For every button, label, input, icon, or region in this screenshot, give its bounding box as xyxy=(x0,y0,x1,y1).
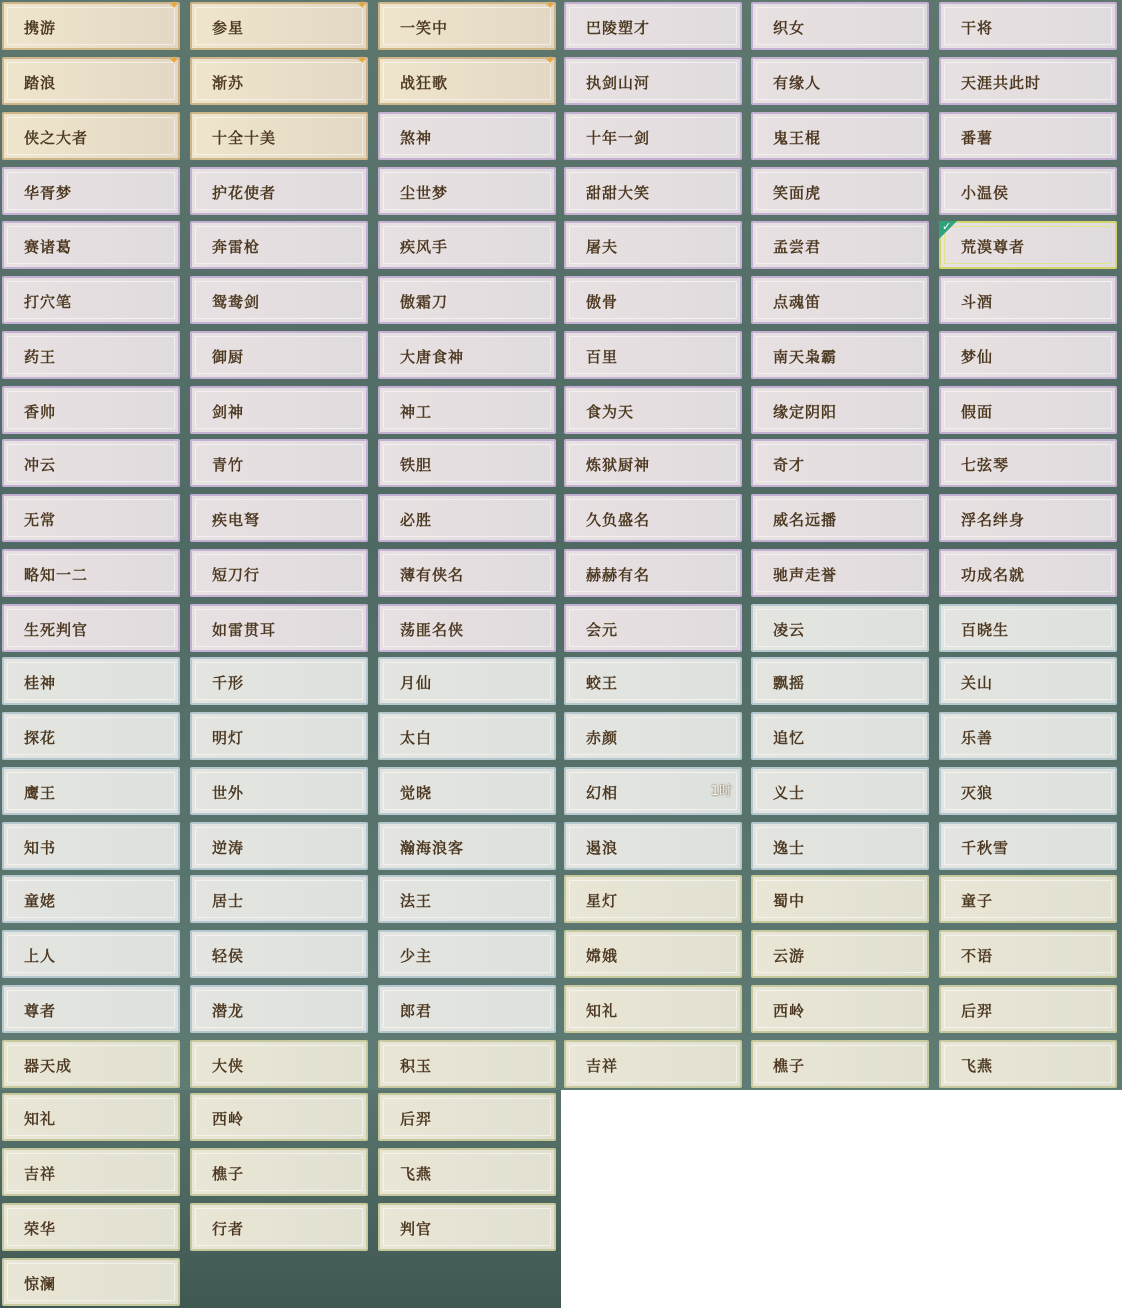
title-label: 尊者 xyxy=(24,1002,57,1020)
title-label: 傲骨 xyxy=(586,293,619,311)
title-label: 飞燕 xyxy=(400,1165,433,1183)
check-mark-icon: ✓ xyxy=(942,220,952,233)
title-tile[interactable] xyxy=(378,167,556,215)
title-tile[interactable] xyxy=(939,167,1117,215)
title-tile[interactable] xyxy=(939,549,1117,597)
title-tile[interactable] xyxy=(2,1203,180,1251)
title-tile[interactable] xyxy=(2,1040,180,1088)
title-label: 明灯 xyxy=(212,729,245,747)
title-tile[interactable] xyxy=(751,657,929,705)
title-label: 御厨 xyxy=(212,348,245,366)
title-tile[interactable] xyxy=(378,985,556,1033)
title-tile[interactable] xyxy=(190,439,368,487)
title-label: 干将 xyxy=(961,19,994,37)
title-label: 赫赫有名 xyxy=(586,566,651,584)
title-tile[interactable] xyxy=(939,822,1117,870)
title-label: 织女 xyxy=(773,19,806,37)
title-label: 觉晓 xyxy=(400,784,433,802)
title-tile[interactable] xyxy=(564,2,742,50)
title-tile[interactable] xyxy=(564,331,742,379)
title-label: 居士 xyxy=(212,892,245,910)
title-tile[interactable] xyxy=(751,331,929,379)
title-tile[interactable] xyxy=(378,112,556,160)
title-tile[interactable] xyxy=(564,439,742,487)
title-tile[interactable] xyxy=(751,276,929,324)
title-label: 威名远播 xyxy=(773,511,838,529)
title-tile[interactable] xyxy=(2,276,180,324)
title-tile[interactable] xyxy=(939,875,1117,923)
title-label: 药王 xyxy=(24,348,57,366)
title-label: 童子 xyxy=(961,892,994,910)
title-label: 十全十美 xyxy=(212,129,277,147)
title-label: 驰声走誉 xyxy=(773,566,838,584)
title-label: 浮名绊身 xyxy=(961,511,1026,529)
title-label: 侠之大者 xyxy=(24,129,89,147)
title-label: 踏浪 xyxy=(24,74,57,92)
title-label: 积玉 xyxy=(400,1057,433,1075)
title-label: 生死判官 xyxy=(24,621,89,639)
title-label: 知书 xyxy=(24,839,57,857)
title-label: 战狂歌 xyxy=(400,74,449,92)
title-tile[interactable] xyxy=(2,657,180,705)
title-label: 甜甜大笑 xyxy=(586,184,651,202)
title-label: 太白 xyxy=(400,729,433,747)
title-tile[interactable] xyxy=(190,494,368,542)
title-tile[interactable] xyxy=(190,1203,368,1251)
title-label: 惊澜 xyxy=(24,1275,57,1293)
title-tile[interactable] xyxy=(190,386,368,434)
title-tile[interactable] xyxy=(564,167,742,215)
title-label: 渐苏 xyxy=(212,74,245,92)
title-tile[interactable] xyxy=(378,386,556,434)
title-tile[interactable] xyxy=(378,1093,556,1141)
title-tile[interactable] xyxy=(751,112,929,160)
title-tile[interactable] xyxy=(751,386,929,434)
title-tile[interactable] xyxy=(2,439,180,487)
title-tile[interactable] xyxy=(751,875,929,923)
title-label: 大唐食神 xyxy=(400,348,465,366)
title-label: 南天枭霸 xyxy=(773,348,838,366)
new-sparkle-icon: ✦ xyxy=(356,0,368,12)
title-label: 神工 xyxy=(400,403,433,421)
title-label: 凌云 xyxy=(773,621,806,639)
title-tile[interactable] xyxy=(2,822,180,870)
title-label: 后羿 xyxy=(961,1002,994,1020)
title-label: 蜀中 xyxy=(773,892,806,910)
title-label: 器天成 xyxy=(24,1057,73,1075)
title-label: 蛟王 xyxy=(586,674,619,692)
title-tile[interactable] xyxy=(939,276,1117,324)
title-label: 点魂笛 xyxy=(773,293,822,311)
title-tile[interactable] xyxy=(378,657,556,705)
title-label: 飘摇 xyxy=(773,674,806,692)
title-label: 会元 xyxy=(586,621,619,639)
title-label: 假面 xyxy=(961,403,994,421)
title-tile[interactable] xyxy=(378,604,556,652)
title-label: 一笑中 xyxy=(400,19,449,37)
title-tile[interactable] xyxy=(190,167,368,215)
title-tile[interactable] xyxy=(751,604,929,652)
title-label: 灭狼 xyxy=(961,784,994,802)
title-label: 疾电弩 xyxy=(212,511,261,529)
title-tile[interactable] xyxy=(751,439,929,487)
title-label: 世外 xyxy=(212,784,245,802)
title-tile[interactable] xyxy=(378,439,556,487)
title-tile[interactable] xyxy=(939,112,1117,160)
title-tile[interactable] xyxy=(751,767,929,815)
title-tile[interactable] xyxy=(751,1040,929,1088)
title-tile[interactable] xyxy=(378,822,556,870)
title-tile[interactable] xyxy=(2,604,180,652)
title-tile[interactable] xyxy=(190,822,368,870)
title-label: 孟尝君 xyxy=(773,238,822,256)
title-label: 屠夫 xyxy=(586,238,619,256)
title-label: 小温侯 xyxy=(961,184,1010,202)
title-label: 有缘人 xyxy=(773,74,822,92)
title-tile[interactable] xyxy=(378,1203,556,1251)
title-tile[interactable] xyxy=(939,439,1117,487)
title-label: 知礼 xyxy=(24,1110,57,1128)
title-label: 笑面虎 xyxy=(773,184,822,202)
title-tile[interactable] xyxy=(378,276,556,324)
title-tile[interactable] xyxy=(2,549,180,597)
title-label: 煞神 xyxy=(400,129,433,147)
title-label: 法王 xyxy=(400,892,433,910)
title-label: 鸳鸯剑 xyxy=(212,293,261,311)
title-label: 冲云 xyxy=(24,456,57,474)
title-tile[interactable] xyxy=(190,1093,368,1141)
title-label: 无常 xyxy=(24,511,57,529)
title-tile[interactable] xyxy=(751,930,929,978)
title-label: 久负盛名 xyxy=(586,511,651,529)
title-tile[interactable] xyxy=(564,1040,742,1088)
title-label: 荒漠尊者 xyxy=(961,238,1026,256)
title-label: 义士 xyxy=(773,784,806,802)
title-tile[interactable] xyxy=(190,549,368,597)
title-tile[interactable] xyxy=(751,167,929,215)
title-label: 青竹 xyxy=(212,456,245,474)
title-label: 后羿 xyxy=(400,1110,433,1128)
title-tile[interactable] xyxy=(2,1148,180,1196)
title-tile[interactable] xyxy=(2,112,180,160)
title-label: 嫦娥 xyxy=(586,947,619,965)
title-label: 幻相 xyxy=(586,784,619,802)
title-tile[interactable] xyxy=(190,331,368,379)
title-label: 尘世梦 xyxy=(400,184,449,202)
title-label: 上人 xyxy=(24,947,57,965)
title-label: 奇才 xyxy=(773,456,806,474)
title-label: 百里 xyxy=(586,348,619,366)
title-label: 携游 xyxy=(24,19,57,37)
title-label: 执剑山河 xyxy=(586,74,651,92)
title-label: 剑神 xyxy=(212,403,245,421)
title-tile[interactable] xyxy=(378,494,556,542)
title-label: 傲霜刀 xyxy=(400,293,449,311)
title-tile[interactable] xyxy=(939,57,1117,105)
title-label: 七弦琴 xyxy=(961,456,1010,474)
title-tile[interactable] xyxy=(190,712,368,760)
title-label: 樵子 xyxy=(212,1165,245,1183)
title-label: 逸士 xyxy=(773,839,806,857)
title-label: 赛诸葛 xyxy=(24,238,73,256)
title-tile[interactable] xyxy=(564,822,742,870)
new-sparkle-icon: ✦ xyxy=(168,0,180,12)
title-tile[interactable] xyxy=(190,657,368,705)
title-tile[interactable] xyxy=(564,604,742,652)
title-tile[interactable] xyxy=(378,1148,556,1196)
title-tile[interactable] xyxy=(190,221,368,269)
title-tile[interactable] xyxy=(378,767,556,815)
title-tile[interactable] xyxy=(564,386,742,434)
title-tile[interactable] xyxy=(190,53,368,105)
title-label: 桂神 xyxy=(24,674,57,692)
title-label: 奔雷枪 xyxy=(212,238,261,256)
title-tile[interactable] xyxy=(190,767,368,815)
title-label: 华胥梦 xyxy=(24,184,73,202)
title-tile[interactable] xyxy=(751,494,929,542)
title-label: 吉祥 xyxy=(24,1165,57,1183)
title-label: 瀚海浪客 xyxy=(400,839,465,857)
title-label: 梦仙 xyxy=(961,348,994,366)
title-label: 打穴笔 xyxy=(24,293,73,311)
title-label: 疾风手 xyxy=(400,238,449,256)
title-tile[interactable] xyxy=(190,276,368,324)
title-label: 香帅 xyxy=(24,403,57,421)
title-tile[interactable] xyxy=(939,331,1117,379)
title-label: 荣华 xyxy=(24,1220,57,1238)
title-tile[interactable] xyxy=(751,549,929,597)
title-tile[interactable] xyxy=(564,494,742,542)
title-label: 童姥 xyxy=(24,892,57,910)
title-label: 护花使者 xyxy=(212,184,277,202)
title-label: 短刀行 xyxy=(212,566,261,584)
title-label: 巴陵塑才 xyxy=(586,19,651,37)
title-label: 略知一二 xyxy=(24,566,89,584)
new-sparkle-icon: ✦ xyxy=(168,53,180,67)
title-tile[interactable] xyxy=(378,875,556,923)
title-tile[interactable] xyxy=(751,822,929,870)
title-tile[interactable] xyxy=(564,657,742,705)
title-tile[interactable] xyxy=(2,712,180,760)
title-label: 如雷贯耳 xyxy=(212,621,277,639)
title-tile[interactable] xyxy=(564,549,742,597)
title-label: 樵子 xyxy=(773,1057,806,1075)
title-label: 食为天 xyxy=(586,403,635,421)
title-label: 十年一剑 xyxy=(586,129,651,147)
title-tile[interactable] xyxy=(190,1148,368,1196)
title-label: 飞燕 xyxy=(961,1057,994,1075)
title-tile[interactable] xyxy=(939,930,1117,978)
title-label: 西岭 xyxy=(773,1002,806,1020)
title-tile[interactable] xyxy=(378,712,556,760)
title-tile[interactable] xyxy=(751,221,929,269)
title-tile[interactable] xyxy=(190,875,368,923)
title-tile[interactable] xyxy=(564,875,742,923)
title-label: 荡匪名侠 xyxy=(400,621,465,639)
title-tile[interactable] xyxy=(564,276,742,324)
title-label: 参星 xyxy=(212,19,245,37)
title-tile[interactable] xyxy=(2,985,180,1033)
title-tile[interactable] xyxy=(939,767,1117,815)
title-label: 郎君 xyxy=(400,1002,433,1020)
title-label: 铁胆 xyxy=(400,456,433,474)
title-tile[interactable] xyxy=(751,985,929,1033)
new-sparkle-icon: ✦ xyxy=(356,53,368,67)
title-label: 追忆 xyxy=(773,729,806,747)
title-label: 吉祥 xyxy=(586,1057,619,1075)
title-tile[interactable] xyxy=(190,1040,368,1088)
title-label: 番薯 xyxy=(961,129,994,147)
title-label: 逆涛 xyxy=(212,839,245,857)
title-tile[interactable] xyxy=(939,712,1117,760)
title-label: 鬼王棍 xyxy=(773,129,822,147)
title-label: 少主 xyxy=(400,947,433,965)
new-sparkle-icon: ✦ xyxy=(544,0,556,12)
title-label: 薄有侠名 xyxy=(400,566,465,584)
title-label: 天涯共此时 xyxy=(961,74,1042,92)
title-tile[interactable] xyxy=(190,112,368,160)
title-tile[interactable] xyxy=(564,985,742,1033)
title-tile[interactable] xyxy=(2,2,180,50)
title-label: 百晓生 xyxy=(961,621,1010,639)
title-tile[interactable] xyxy=(564,930,742,978)
title-tile[interactable] xyxy=(2,1093,180,1141)
title-label: 炼狱厨神 xyxy=(586,456,651,474)
title-tile[interactable] xyxy=(378,331,556,379)
title-tile[interactable] xyxy=(378,221,556,269)
title-tile[interactable] xyxy=(564,712,742,760)
title-tile[interactable] xyxy=(939,604,1117,652)
title-tile[interactable] xyxy=(939,2,1117,50)
title-tile[interactable] xyxy=(2,53,180,105)
title-tile[interactable] xyxy=(2,386,180,434)
title-tile[interactable] xyxy=(2,494,180,542)
title-tile[interactable] xyxy=(2,167,180,215)
title-label: 不语 xyxy=(961,947,994,965)
title-label: 关山 xyxy=(961,674,994,692)
title-tile[interactable] xyxy=(939,1040,1117,1088)
title-tile[interactable] xyxy=(378,549,556,597)
title-tile[interactable] xyxy=(2,1258,180,1306)
title-label: 轻侯 xyxy=(212,947,245,965)
title-label: 判官 xyxy=(400,1220,433,1238)
title-tile[interactable] xyxy=(751,57,929,105)
time-limit-badge: 1时 xyxy=(710,784,732,799)
title-label: 大侠 xyxy=(212,1057,245,1075)
title-tile[interactable] xyxy=(378,2,556,50)
title-tile[interactable] xyxy=(939,221,1117,269)
title-tile[interactable] xyxy=(2,331,180,379)
title-tile[interactable] xyxy=(751,712,929,760)
title-tile[interactable] xyxy=(564,767,742,815)
title-tile[interactable] xyxy=(939,494,1117,542)
title-tile[interactable] xyxy=(751,2,929,50)
title-label: 云游 xyxy=(773,947,806,965)
title-label: 必胜 xyxy=(400,511,433,529)
title-label: 千秋雪 xyxy=(961,839,1010,857)
title-tile[interactable] xyxy=(939,386,1117,434)
title-tile[interactable] xyxy=(564,57,742,105)
title-tile[interactable] xyxy=(564,112,742,160)
title-tile[interactable] xyxy=(378,930,556,978)
title-tile[interactable] xyxy=(939,985,1117,1033)
title-label: 千形 xyxy=(212,674,245,692)
title-label: 赤颜 xyxy=(586,729,619,747)
title-tile[interactable] xyxy=(190,604,368,652)
title-label: 行者 xyxy=(212,1220,245,1238)
title-label: 潜龙 xyxy=(212,1002,245,1020)
title-tile[interactable] xyxy=(564,221,742,269)
title-label: 星灯 xyxy=(586,892,619,910)
title-label: 西岭 xyxy=(212,1110,245,1128)
new-sparkle-icon: ✦ xyxy=(544,53,556,67)
title-label: 月仙 xyxy=(400,674,433,692)
title-label: 知礼 xyxy=(586,1002,619,1020)
title-tile[interactable] xyxy=(190,930,368,978)
title-label: 缘定阴阳 xyxy=(773,403,838,421)
title-tile[interactable] xyxy=(378,53,556,105)
title-tile[interactable] xyxy=(2,767,180,815)
title-label: 乐善 xyxy=(961,729,994,747)
title-label: 功成名就 xyxy=(961,566,1026,584)
title-tile[interactable] xyxy=(190,985,368,1033)
title-label: 探花 xyxy=(24,729,57,747)
title-label: 遏浪 xyxy=(586,839,619,857)
title-tile[interactable] xyxy=(2,221,180,269)
title-label: 鹰王 xyxy=(24,784,57,802)
title-tile[interactable] xyxy=(2,930,180,978)
title-tile[interactable] xyxy=(378,1040,556,1088)
title-tile[interactable] xyxy=(939,657,1117,705)
title-tile[interactable] xyxy=(190,2,368,50)
title-label: 斗酒 xyxy=(961,293,994,311)
title-tile[interactable] xyxy=(2,875,180,923)
